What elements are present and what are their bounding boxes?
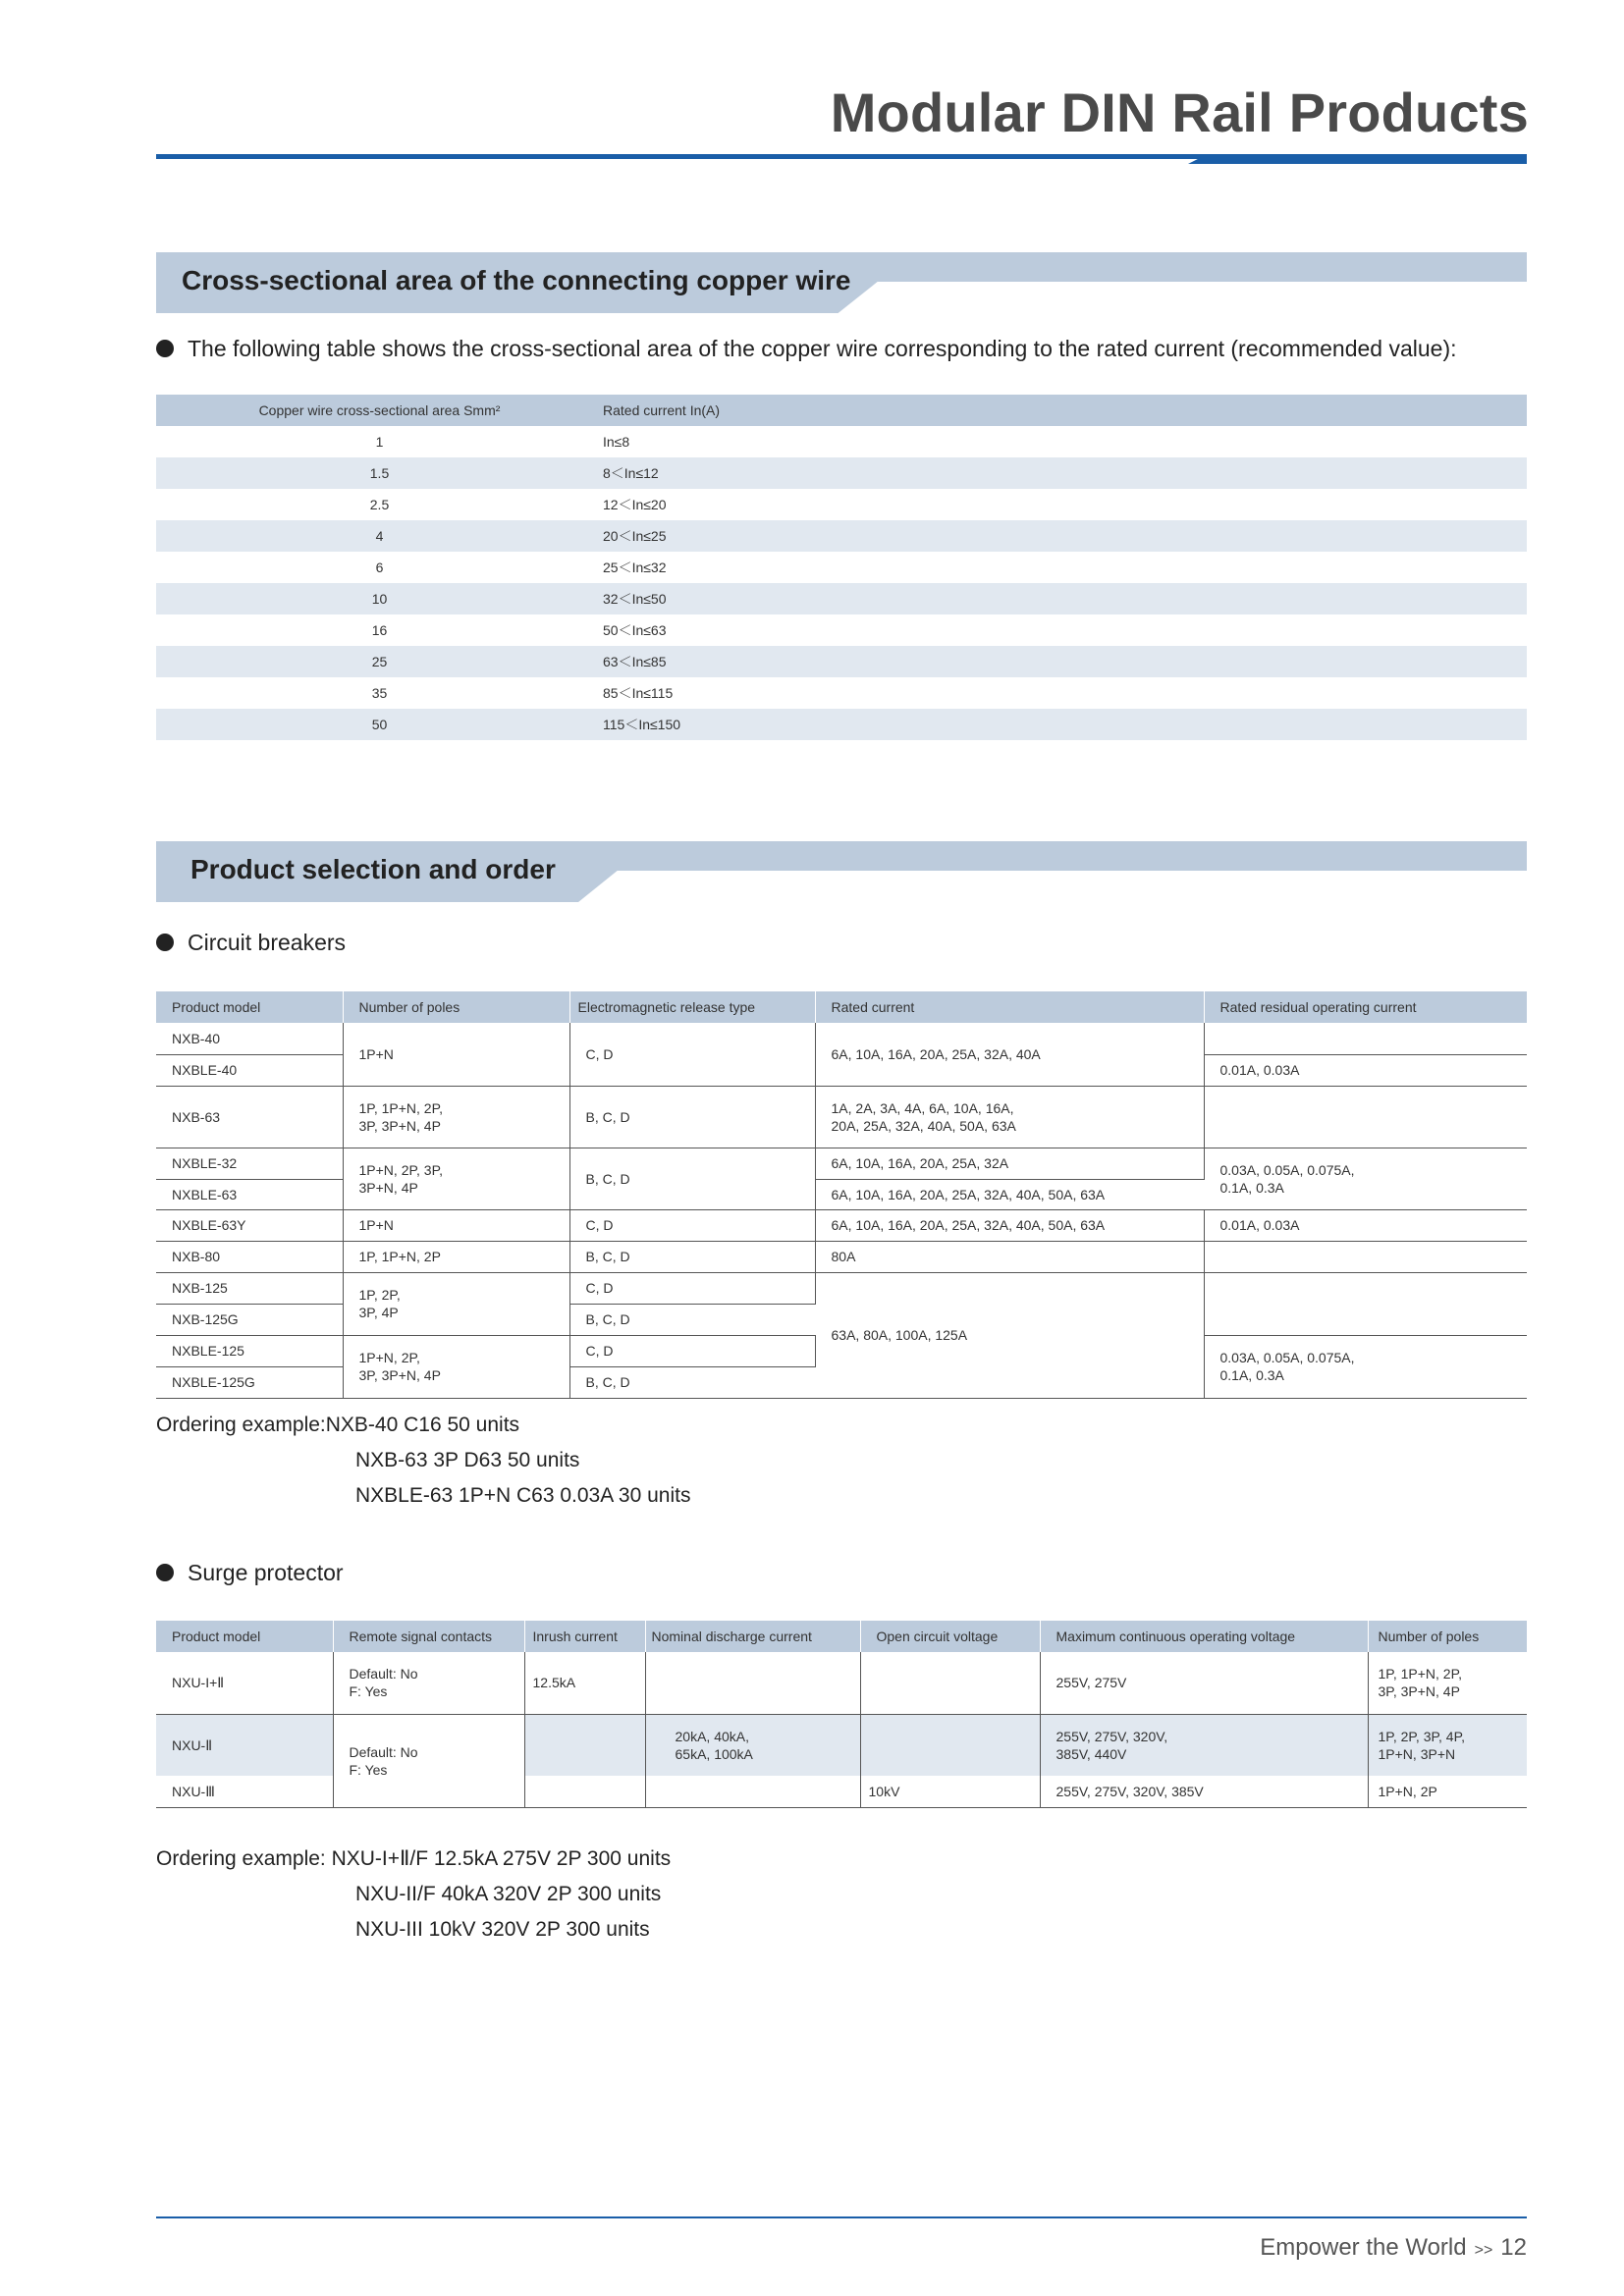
cb-residual-empty [1204,1272,1527,1335]
sp-header-mcov: Maximum continuous operating voltage [1040,1621,1368,1652]
cb-poles-line: 1P, 1P+N, 2P, [358,1099,443,1116]
cb-release: B, C, D [569,1241,815,1272]
cb-poles-line: 3P+N, 4P [358,1179,418,1196]
sp-model: NXU-Ⅲ [156,1776,333,1807]
cb-residual [1204,1148,1527,1209]
cb-current-line: 1A, 2A, 3A, 4A, 6A, 10A, 16A, [831,1099,1014,1116]
cb-poles [343,1086,569,1148]
cb-release: C, D [569,1023,815,1086]
cb-poles-line: 3P, 3P+N, 4P [358,1367,441,1383]
cb-poles: 1P+N [343,1023,569,1086]
wire-table-header-current: Rated current In(A) [603,395,1527,426]
cb-release: B, C, D [569,1304,815,1335]
cb-current: 6A, 10A, 16A, 20A, 25A, 32A, 40A, 50A, 63A [815,1209,1204,1241]
cb-ordering-label: Ordering example: [156,1414,326,1436]
table-row [156,677,1527,709]
cb-poles [343,1148,569,1209]
cb-poles: 1P+N [343,1209,569,1241]
wire-table [156,395,1527,740]
cb-release: B, C, D [569,1086,815,1148]
cb-residual-line: 0.1A, 0.3A [1219,1179,1284,1196]
cb-current: 6A, 10A, 16A, 20A, 25A, 32A, 40A, 50A, 63A [815,1179,1204,1209]
cb-header-current: Rated current [815,991,1204,1023]
cb-model: NXB-125G [156,1304,343,1335]
bullet-dot [156,340,174,357]
cb-poles-line: 1P, 2P, [358,1287,401,1303]
surge-protector-label [156,1560,344,1586]
sp-poles-line: 1P, 1P+N, 2P, [1378,1666,1462,1682]
sp-ordering-line: NXU-I+Ⅱ/F 12.5kA 275V 2P 300 units [331,1847,672,1870]
cb-ordering-line: NXBLE-63 1P+N C63 0.03A 30 units [355,1484,691,1507]
table-row [156,614,1527,646]
wire-area: 35 [371,685,388,701]
sp-mcov: 255V, 275V, 320V, 385V [1040,1776,1368,1807]
wire-intro [156,336,1457,362]
bullet-dot [156,934,174,951]
sp-nominal-empty [645,1776,860,1807]
cb-current: 80A [815,1241,1204,1272]
wire-area: 6 [375,560,384,575]
sp-header-contacts: Remote signal contacts [333,1621,524,1652]
table-row [156,457,1527,489]
title-rule-accent [1188,157,1527,164]
cb-release: B, C, D [569,1366,815,1398]
cb-residual [1204,1335,1527,1398]
sp-poles-line: 1P+N, 3P+N [1378,1745,1456,1762]
cb-model: NXB-125 [156,1272,343,1304]
sp-mcov-line: 385V, 440V [1056,1745,1127,1762]
cb-ordering-line: NXB-40 C16 50 units [325,1414,520,1436]
table-row [156,1714,1527,1776]
table-row [156,709,1527,740]
cb-residual-line: 0.03A, 0.05A, 0.075A, [1219,1350,1355,1365]
cb-poles-line: 3P, 4P [358,1305,399,1320]
sp-contacts-line: Default: No [349,1743,418,1760]
cb-model: NXBLE-125G [156,1366,343,1398]
sp-poles: 1P+N, 2P [1368,1776,1527,1807]
cb-residual-line: 0.03A, 0.05A, 0.075A, [1219,1161,1355,1178]
table-row [156,552,1527,583]
cb-current: 6A, 10A, 16A, 20A, 25A, 32A [815,1148,1204,1179]
sp-header-nominal: Nominal discharge current [645,1621,860,1652]
cb-residual: 0.01A, 0.03A [1204,1054,1527,1086]
cb-current: 6A, 10A, 16A, 20A, 25A, 32A, 40A [815,1023,1204,1086]
table-row [156,426,1527,457]
cb-model: NXB-63 [156,1086,343,1148]
wire-area: 50 [156,709,603,740]
table-row [156,1652,1527,1714]
sp-header-inrush: Inrush current [524,1621,645,1652]
footer [1260,2234,1527,2262]
wire-current: 63＜In≤85 [603,646,1527,677]
sp-poles [1368,1714,1527,1776]
circuit-breakers-label-text: Circuit breakers [188,930,347,955]
cb-poles [343,1335,569,1398]
sp-contacts [333,1652,524,1714]
sp-inrush-empty [524,1776,645,1807]
cb-residual-empty [1204,1241,1527,1272]
page-number: 12 [1500,2234,1527,2261]
sp-model: NXU-Ⅱ [156,1714,333,1776]
cb-header-residual: Rated residual operating current [1204,991,1527,1023]
wire-current: 50＜In≤63 [603,622,667,638]
footer-slogan: Empower the World [1260,2234,1467,2261]
cb-model: NXB-80 [156,1241,343,1272]
wire-area: 25 [156,646,603,677]
page-title: Modular DIN Rail Products [830,81,1529,143]
circuit-breakers-table [156,991,1527,1399]
cb-residual: 0.01A, 0.03A [1204,1209,1527,1241]
sp-header-open: Open circuit voltage [860,1621,1040,1652]
table-row [156,1023,1527,1054]
sp-open: 10kV [860,1776,1040,1807]
cb-model: NXBLE-63 [156,1179,343,1209]
sp-poles [1368,1652,1527,1714]
cb-residual-line: 0.1A, 0.3A [1219,1367,1284,1383]
sp-contacts-line: F: Yes [349,1761,388,1778]
cb-residual-empty [1204,1023,1527,1054]
sp-nominal [645,1714,860,1776]
sp-mcov [1040,1714,1368,1776]
cb-ordering-example [156,1414,519,1437]
cb-residual-empty [1204,1086,1527,1148]
cb-poles-line: 1P+N, 2P, [358,1350,420,1365]
wire-area: 10 [156,583,603,614]
sp-header-poles: Number of poles [1368,1621,1527,1652]
cb-model: NXB-40 [156,1023,343,1054]
footer-rule [156,2216,1527,2218]
cb-poles-line: 3P, 3P+N, 4P [358,1117,441,1134]
sp-poles-line: 3P, 3P+N, 4P [1378,1683,1460,1700]
table-row [156,646,1527,677]
table-row [156,489,1527,520]
bullet-dot [156,1564,174,1581]
sp-ordering-line: NXU-III 10kV 320V 2P 300 units [355,1918,650,1941]
sp-contacts-line: F: Yes [349,1683,388,1700]
wire-current: 85＜In≤115 [603,685,674,701]
cb-header-model: Product model [156,991,343,1023]
wire-current: In≤8 [603,434,630,450]
cb-release: C, D [569,1272,815,1304]
wire-area: 1.5 [156,457,603,489]
wire-current: 25＜In≤32 [603,560,667,575]
sp-mcov-line: 255V, 275V, 320V, [1056,1728,1168,1744]
sp-ordering-label: Ordering example: [156,1847,326,1870]
wire-current: 32＜In≤50 [603,583,1527,614]
section-title-wire: Cross-sectional area of the connecting copper wire [182,265,851,295]
section-title-selection: Product selection and order [190,854,556,884]
cb-header-release: Electromagnetic release type [569,991,815,1023]
sp-mcov: 255V, 275V [1040,1652,1368,1714]
wire-current: 20＜In≤25 [603,520,1527,552]
footer-arrow-icon: >> [1474,2242,1493,2259]
sp-poles-line: 1P, 2P, 3P, 4P, [1378,1728,1466,1744]
cb-current: 63A, 80A, 100A, 125A [815,1272,1204,1398]
sp-open-empty [860,1714,1040,1776]
cb-model: NXBLE-40 [156,1054,343,1086]
cb-release: B, C, D [569,1148,815,1209]
table-row [156,1086,1527,1148]
cb-header-poles: Number of poles [343,991,569,1023]
sp-nominal-line: 65kA, 100kA [675,1745,753,1762]
cb-poles [343,1272,569,1335]
cb-current-line: 20A, 25A, 32A, 40A, 50A, 63A [831,1117,1016,1134]
surge-protector-table [156,1621,1527,1808]
table-row [156,1272,1527,1304]
cb-poles-line: 1P+N, 2P, 3P, [358,1161,443,1178]
cb-release: C, D [569,1335,815,1366]
sp-ordering-example [156,1846,671,1871]
cb-current [815,1086,1204,1148]
cb-model: NXBLE-125 [156,1335,343,1366]
table-row [156,1209,1527,1241]
table-row [156,1241,1527,1272]
table-row [156,1148,1527,1179]
wire-area: 1 [375,434,384,450]
sp-model: NXU-I+Ⅱ [156,1652,333,1714]
cb-release: C, D [569,1209,815,1241]
sp-ordering-line: NXU-II/F 40kA 320V 2P 300 units [355,1883,662,1905]
sp-contacts [333,1714,524,1807]
cb-ordering-line: NXB-63 3P D63 50 units [355,1449,580,1471]
wire-current: 115＜In≤150 [603,709,1527,740]
sp-header-model: Product model [156,1621,333,1652]
sp-inrush-empty [524,1714,645,1776]
wire-area: 16 [371,622,388,638]
circuit-breakers-label [156,930,346,956]
sp-open-empty [860,1652,1040,1714]
wire-current: 12＜In≤20 [603,497,667,512]
sp-nominal-empty [645,1652,860,1714]
sp-nominal-line: 20kA, 40kA, [675,1728,749,1744]
surge-protector-label-text: Surge protector [188,1560,344,1585]
cb-model: NXBLE-32 [156,1148,343,1179]
table-row [156,520,1527,552]
cb-poles: 1P, 1P+N, 2P [343,1241,569,1272]
cb-model: NXBLE-63Y [156,1209,343,1241]
wire-area: 4 [156,520,603,552]
wire-intro-text: The following table shows the cross-sectional area of the copper wire corresponding to the rated current (recommended value): [188,336,1457,361]
wire-current: 8＜In≤12 [603,457,1527,489]
sp-contacts-line: Default: No [349,1666,418,1682]
wire-table-header-area: Copper wire cross-sectional area Smm² [156,395,603,426]
wire-area: 2.5 [369,497,390,512]
sp-inrush: 12.5kA [524,1652,645,1714]
table-row [156,583,1527,614]
